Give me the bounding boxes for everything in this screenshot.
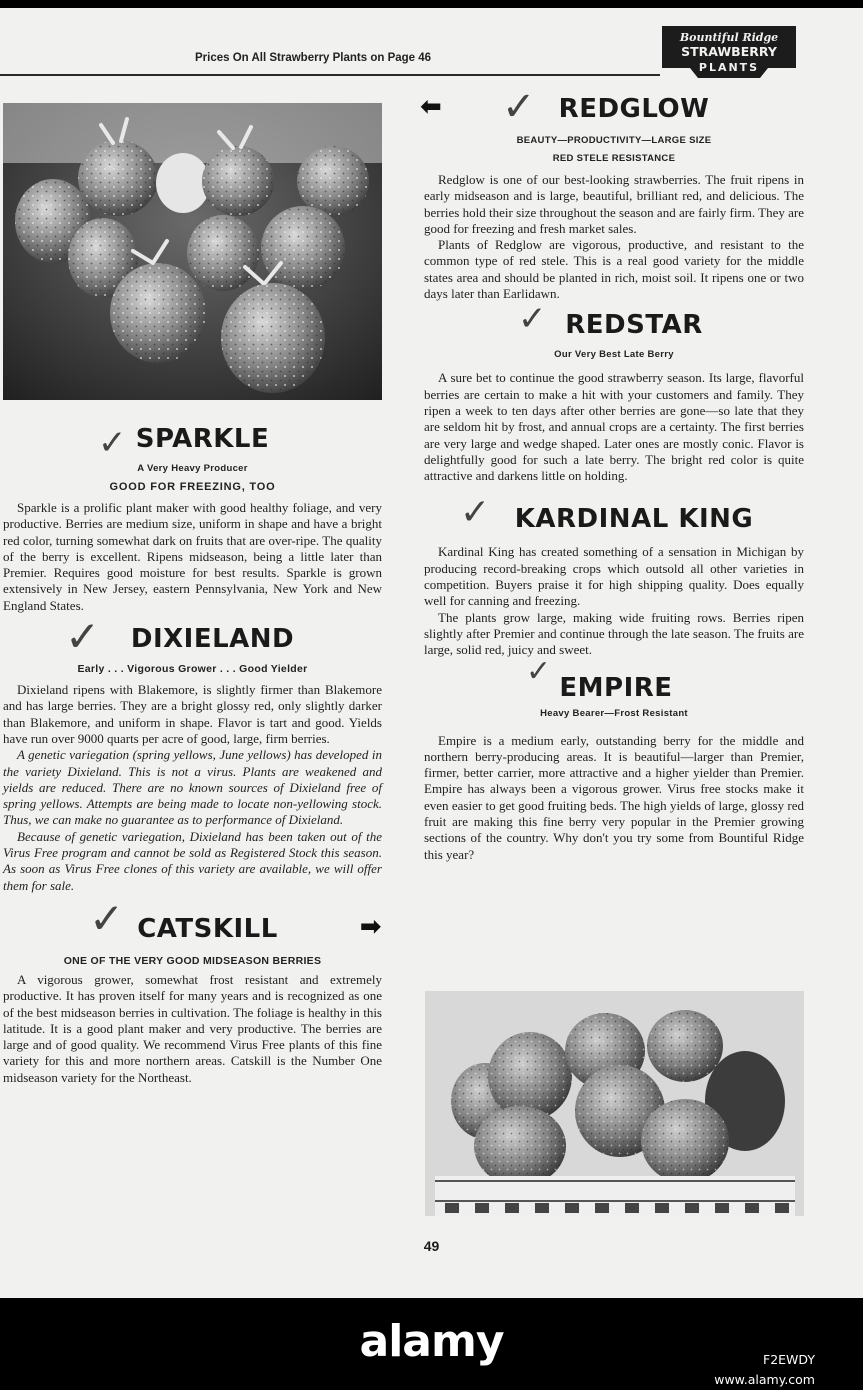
kardinal-plants: The plants grow large, making wide fruiting rows. Berries ripen slightly after Premier and continue through the late season. The fruits are large, solid red, juicy and sweet.	[424, 609, 804, 658]
variety-title-catskill: ✓ CATSKILL ➡	[89, 893, 382, 944]
strawberry-photo-top	[3, 103, 382, 400]
left-column	[3, 424, 382, 1086]
checkmark-icon: ✓	[460, 492, 491, 534]
dixieland-virus-free-note: Because of genetic variegation, Dixieland has been taken out of the Virus Free program and cannot be sold as Registered Stock this season. As soon as Virus Free clones of this variety are available, we will offer them for sale.	[3, 828, 382, 893]
sparkle-description: Sparkle is a prolific plant maker with good healthy foliage, and very productive. Berries are medium size, uniform in shape and have a bright red color, turning somewhat dark on fruits that are over-ripe. The quality of the berry is excellent. Ripens midseason, being a little later than Premier. Requires good moisture for best results. Sparkle is grown extensively in New Jersey, eastern Pennsylvania, New York and New England States.	[3, 500, 382, 613]
right-column	[420, 84, 804, 863]
alamy-site: www.alamy.com	[714, 1372, 815, 1387]
logo-line2: STRAWBERRY	[681, 44, 777, 59]
catalog-page	[0, 8, 863, 1298]
sparkle-subtitle-2: GOOD FOR FREEZING, TOO	[109, 481, 276, 493]
dixieland-variegation-note: A genetic variegation (spring yellows, June yellows) has developed in the variety Dixieland. This is not a virus. Plants are weakened and yields are reduced. There are no known sources of Dixieland free of spring yellows. Attempts are being made to locate non-yellowing stock. Thus, we can make no guarantee as to performance of Dixieland.	[3, 747, 382, 828]
catskill-description: A vigorous grower, somewhat frost resistant and extremely productive. It has proven itself for many years and is recognized as one of the best midseason berries in cultivation. The foliage is healthy in this latitude. It is a good plant maker and very productive. The berries are large and of good quality. We recommend Virus Free plants of this fine variety for this and more northern areas. Catskill is the Number One midseason variety for the Northeast.	[3, 971, 382, 1085]
catskill-subtitle: ONE OF THE VERY GOOD MIDSEASON BERRIES	[63, 954, 322, 967]
arrow-left-icon: ⬅	[420, 92, 443, 122]
variety-title-empire: ✓ EMPIRE	[526, 653, 673, 703]
checkmark-icon: ✓	[526, 653, 552, 689]
checkmark-icon: ✓	[89, 893, 125, 943]
header-rule	[0, 74, 660, 76]
variety-title-redstar: ✓ REDSTAR	[518, 299, 703, 341]
price-note: Prices On All Strawberry Plants on Page 46	[195, 52, 432, 64]
redglow-subtitle-2: RED STELE RESISTANCE	[552, 153, 676, 164]
checkmark-icon: ✓	[65, 612, 101, 662]
page-number: 49	[423, 1238, 440, 1254]
redstar-subtitle: Our Very Best Late Berry	[554, 349, 674, 361]
redglow-subtitle-1: BEAUTY—PRODUCTIVITY—LARGE SIZE	[516, 135, 712, 146]
variety-title-kardinal-king: ✓ KARDINAL KING	[460, 492, 754, 535]
alamy-watermark-logo: alamy	[359, 1316, 504, 1367]
checkmark-icon: ✓	[518, 299, 547, 340]
empire-description: Empire is a medium early, outstanding berry for the middle and northern berry-producing areas. It is beautiful—larger than Premier, firmer, better carrier, more attractive and a higher yielder than Premier. Empire has always been a vigorous grower. Virus free stocks make it even easier to get good fruiting beds. The high yields of large, glossy red fruit are making this fine berry very popular in the Premier growing sections of the country. Why don't you try some from Bountiful Ridge this year?	[424, 732, 804, 862]
checkmark-icon: ✓	[98, 423, 127, 463]
alamy-watermark-meta	[714, 1350, 815, 1390]
redglow-plants: Plants of Redglow are vigorous, productive, and resistant to the common type of red stele. This is a real good variety for the middle states area and should be planted in rich, moist soil. It ripens one or two days later than Earlidawn.	[424, 237, 804, 302]
kardinal-description: Kardinal King has created something of a sensation in Michigan by producing record-breaking crops which outsold all other varieties in competition. Buyers praise it for high shipping quality. Does equally well for canning and freezing.	[424, 544, 804, 609]
logo-line1: Bountiful Ridge	[679, 31, 779, 44]
strawberry-basket-photo	[425, 991, 804, 1216]
checkmark-icon: ✓	[502, 84, 537, 130]
variety-title-dixieland: ✓ DIXIELAND	[65, 612, 295, 662]
empire-subtitle: Heavy Bearer—Frost Resistant	[540, 707, 688, 719]
variety-title-sparkle: ✓ SPARKLE	[98, 423, 270, 463]
dixieland-description: Dixieland ripens with Blakemore, is slightly firmer than Blakemore and has large berries. They are a bright glossy red, only slightly darker than Blakemore, and uniform in shape. Flavor is tart and good. Yields have run over 9000 quarts per acre of good, large, firm berries.	[3, 682, 382, 746]
bountiful-ridge-logo	[660, 20, 798, 80]
logo-line3: PLANTS	[698, 61, 760, 74]
sparkle-subtitle-1: A Very Heavy Producer	[137, 463, 248, 474]
redglow-description: Redglow is one of our best-looking strawberries. The fruit ripens in early midseason and is large, beautiful, brilliant red, and delicious. The berries hold their size throughout the season and are fairly firm. They are good for freezing and fresh market sales.	[424, 172, 804, 236]
variety-title-redglow: ⬅ ✓ REDGLOW	[420, 84, 710, 130]
alamy-image-id: F2EWDY	[763, 1352, 815, 1367]
redstar-description: A sure bet to continue the good strawberry season. Its large, flavorful berries are certain to make a hit with your customers and family. They ripen a week to ten days after other berries are gone—so late that they are seldom hit by frost, and annual crops are a certainty. The first berries are very large and wedge shaped. Later ones are mostly conic. Flavor is delightfully good for such a late berry. The bright red color is quite attractive and darkens little on holding.	[424, 370, 804, 484]
dixieland-subtitle: Early . . . Vigorous Grower . . . Good Yielder	[77, 663, 308, 676]
arrow-right-icon: ➡	[359, 911, 382, 942]
